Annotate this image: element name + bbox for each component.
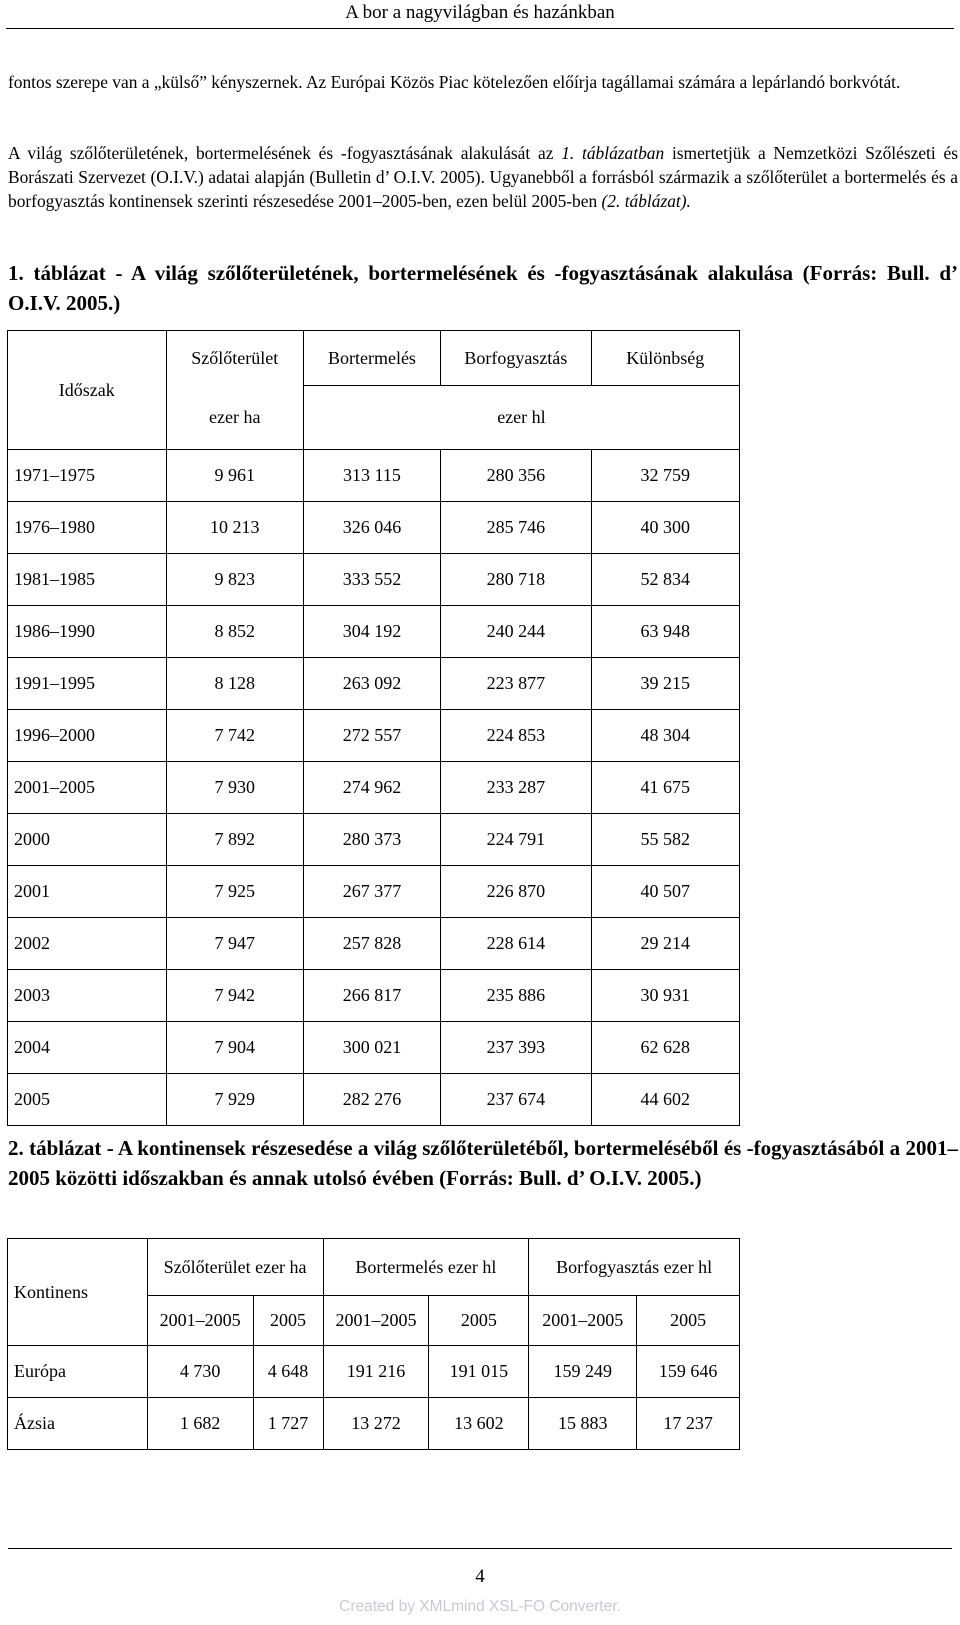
t1-cell: 235 886 (441, 970, 591, 1022)
t1-cell: 32 759 (591, 450, 739, 502)
t1-cell: 226 870 (441, 866, 591, 918)
t2-cell: 1 682 (147, 1398, 253, 1450)
t1-cell: 63 948 (591, 606, 739, 658)
table1 (7, 330, 740, 1126)
table-row (8, 762, 740, 814)
t1-cell: 7 904 (166, 1022, 303, 1074)
t1-cell: 2005 (8, 1074, 167, 1126)
intro-p2-table-ref-1: 1. táblázatban (561, 143, 665, 163)
t2-cell: 15 883 (529, 1398, 637, 1450)
table-row (8, 1346, 740, 1398)
table-row (8, 554, 740, 606)
t1-cell: 41 675 (591, 762, 739, 814)
t1-cell: 240 244 (441, 606, 591, 658)
t1-cell: 7 742 (166, 710, 303, 762)
t1-cell: 2004 (8, 1022, 167, 1074)
table2 (7, 1238, 740, 1450)
table-row (8, 1398, 740, 1450)
t1-cell: 228 614 (441, 918, 591, 970)
table-row (8, 1022, 740, 1074)
t1-cell: 1971–1975 (8, 450, 167, 502)
t1-cell: 224 791 (441, 814, 591, 866)
t2-header-consumption: Borfogyasztás ezer hl (529, 1239, 740, 1296)
t1-cell: 7 925 (166, 866, 303, 918)
t1-cell: 7 929 (166, 1074, 303, 1126)
converter-watermark: Created by XMLmind XSL-FO Converter. (339, 1598, 621, 1615)
t1-cell: 7 930 (166, 762, 303, 814)
t1-cell: 282 276 (303, 1074, 440, 1126)
t2-header-production: Bortermelés ezer hl (323, 1239, 529, 1296)
table2-caption: 2. táblázat - A kontinensek részesedése a világ szőlőterületéből, bortermeléséből és -fogyasztásából a 2001–2005 közötti időszakban és annak utolsó évében (Forrás: Bull. d’ O.I.V. 2005.) (8, 1136, 958, 1190)
t1-cell: 48 304 (591, 710, 739, 762)
t1-header-difference: Különbség (591, 331, 739, 386)
t1-cell: 1976–1980 (8, 502, 167, 554)
t1-cell: 44 602 (591, 1074, 739, 1126)
t1-cell: 300 021 (303, 1022, 440, 1074)
t1-cell: 8 128 (166, 658, 303, 710)
t1-cell: 40 300 (591, 502, 739, 554)
t1-cell: 2000 (8, 814, 167, 866)
t1-cell: 2001–2005 (8, 762, 167, 814)
t2-cell: Európa (8, 1346, 148, 1398)
t1-cell: 29 214 (591, 918, 739, 970)
t1-cell: 1996–2000 (8, 710, 167, 762)
t1-cell: 333 552 (303, 554, 440, 606)
t1-cell: 7 892 (166, 814, 303, 866)
t2-cell: 191 015 (429, 1346, 529, 1398)
t1-cell: 237 393 (441, 1022, 591, 1074)
table-row (8, 866, 740, 918)
t1-cell: 224 853 (441, 710, 591, 762)
intro-p2-text-a: A világ szőlőterületének, bortermelésének és -fogyasztásának alakulását az (8, 143, 562, 163)
t2-cell: 1 727 (253, 1398, 323, 1450)
t1-cell: 1986–1990 (8, 606, 167, 658)
table1-caption: 1. táblázat - A világ szőlőterületének, bortermelésének és -fogyasztásának alakulása (Forrás: Bull. d’ O.I.V. 2005.) (8, 261, 958, 315)
table-row (8, 970, 740, 1022)
table-row (8, 502, 740, 554)
t1-cell: 2001 (8, 866, 167, 918)
t1-cell: 40 507 (591, 866, 739, 918)
t2-cell: 159 646 (637, 1346, 740, 1398)
t1-header-hl-unit: ezer hl (303, 386, 739, 450)
t1-cell: 304 192 (303, 606, 440, 658)
t1-cell: 280 356 (441, 450, 591, 502)
t1-cell: 10 213 (166, 502, 303, 554)
t2-subheader: 2001–2005 (529, 1296, 637, 1346)
t1-cell: 52 834 (591, 554, 739, 606)
t2-cell: 13 272 (323, 1398, 429, 1450)
t1-cell: 1991–1995 (8, 658, 167, 710)
t2-subheader: 2005 (637, 1296, 740, 1346)
t1-cell: 2002 (8, 918, 167, 970)
t1-cell: 274 962 (303, 762, 440, 814)
t1-cell: 2003 (8, 970, 167, 1022)
t1-cell: 267 377 (303, 866, 440, 918)
t1-header-period: Időszak (8, 331, 167, 450)
table-row (8, 814, 740, 866)
t1-cell: 280 373 (303, 814, 440, 866)
table-row (8, 450, 740, 502)
intro-p2-table-ref-2: (2. táblázat). (601, 191, 691, 211)
t2-cell: 4 730 (147, 1346, 253, 1398)
t1-cell: 237 674 (441, 1074, 591, 1126)
t1-cell: 223 877 (441, 658, 591, 710)
intro-p2-text-c: ismertetjük a Nemzetközi Szőlészeti és Borászati Szervezet (O.I.V.) adatai alapján (Bulletin d’ O.I.V. 2005). Ugyanebből a forrásból származik a szőlőterület a bortermelés és a borfogyasztás kontinensek szerinti részesedése 2001–2005-ben, ezen belül 2005-ben (8, 143, 958, 211)
t1-cell: 39 215 (591, 658, 739, 710)
t1-cell: 263 092 (303, 658, 440, 710)
t1-cell: 266 817 (303, 970, 440, 1022)
t1-cell: 257 828 (303, 918, 440, 970)
t1-cell: 272 557 (303, 710, 440, 762)
t2-cell: Ázsia (8, 1398, 148, 1450)
t1-cell: 280 718 (441, 554, 591, 606)
footer-divider (8, 1548, 952, 1549)
t2-cell: 17 237 (637, 1398, 740, 1450)
t2-header-area: Szőlőterület ezer ha (147, 1239, 323, 1296)
table-row (8, 658, 740, 710)
t2-subheader: 2005 (429, 1296, 529, 1346)
t1-cell: 326 046 (303, 502, 440, 554)
t2-cell: 13 602 (429, 1398, 529, 1450)
t1-header-consumption: Borfogyasztás (441, 331, 591, 386)
t1-cell: 30 931 (591, 970, 739, 1022)
t1-cell: 285 746 (441, 502, 591, 554)
intro-paragraph-2 (8, 141, 958, 213)
t1-cell: 62 628 (591, 1022, 739, 1074)
t1-header-production: Bortermelés (303, 331, 440, 386)
t1-cell: 9 823 (166, 554, 303, 606)
t2-header-continent: Kontinens (8, 1239, 148, 1346)
t2-subheader: 2001–2005 (147, 1296, 253, 1346)
t1-cell: 9 961 (166, 450, 303, 502)
page-number: 4 (475, 1566, 485, 1587)
t1-cell: 7 942 (166, 970, 303, 1022)
running-header-title: A bor a nagyvilágban és hazánkban (345, 2, 615, 23)
t1-body (8, 450, 740, 1126)
t2-subheader: 2001–2005 (323, 1296, 429, 1346)
t2-cell: 159 249 (529, 1346, 637, 1398)
table-row (8, 606, 740, 658)
t2-cell: 191 216 (323, 1346, 429, 1398)
t1-cell: 7 947 (166, 918, 303, 970)
table-row (8, 1074, 740, 1126)
t1-cell: 313 115 (303, 450, 440, 502)
t1-cell: 55 582 (591, 814, 739, 866)
t1-cell: 233 287 (441, 762, 591, 814)
t1-cell: 1981–1985 (8, 554, 167, 606)
running-header (6, 0, 954, 29)
t2-cell: 4 648 (253, 1346, 323, 1398)
intro-paragraph-1: fontos szerepe van a „külső” kényszernek. Az Európai Közös Piac kötelezően előírja tagállamai számára a lepárlandó borkvótát. (8, 72, 901, 92)
t2-subheader: 2005 (253, 1296, 323, 1346)
t1-header-area: Szőlőterület (166, 331, 303, 386)
table-row (8, 918, 740, 970)
table-row (8, 710, 740, 762)
t1-header-area-unit: ezer ha (166, 386, 303, 450)
t1-cell: 8 852 (166, 606, 303, 658)
